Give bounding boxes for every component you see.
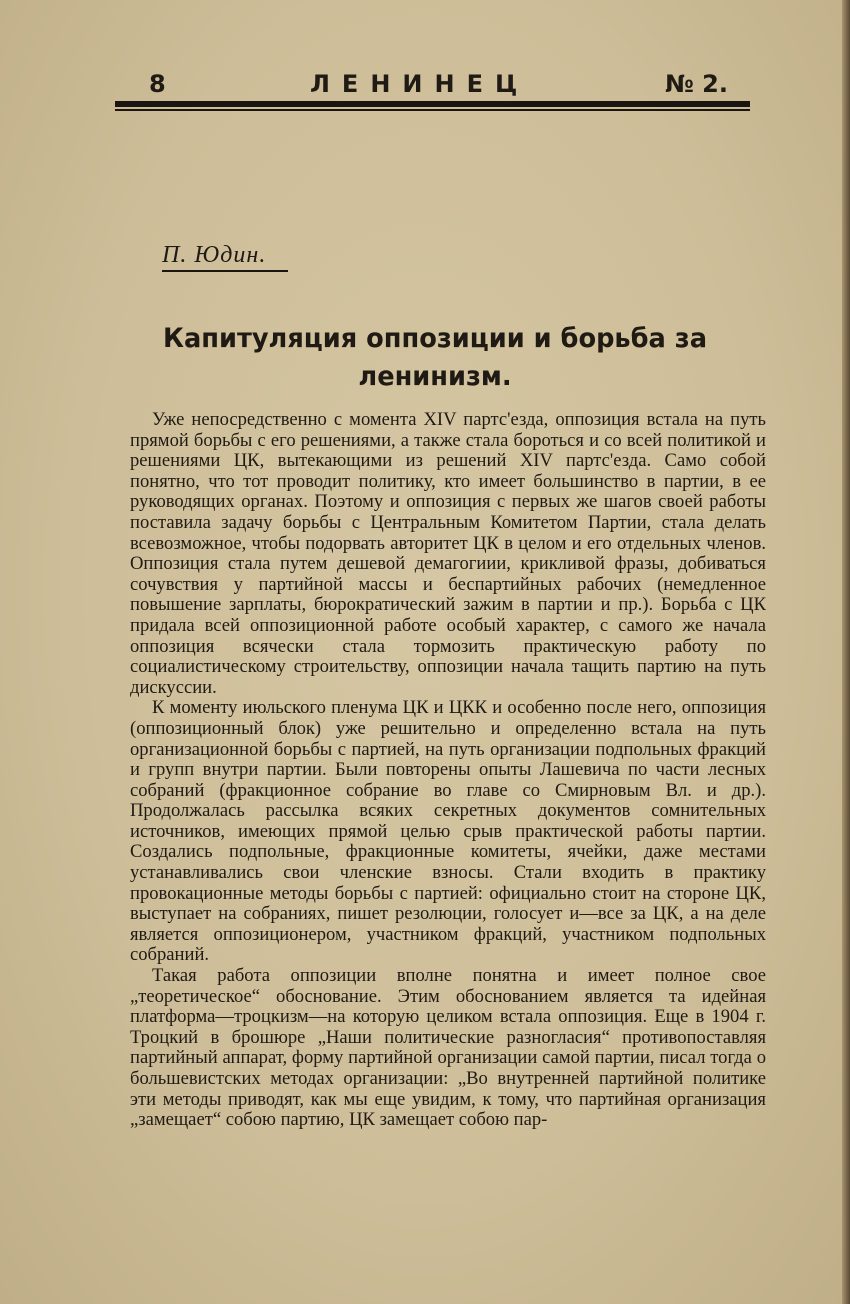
page-edge-shadow	[842, 0, 850, 1304]
paragraph-3: Такая работа оппозиции вполне понятна и имеет полное свое „теоретическое“ обоснование. Этим обоснованием является та идейная платформа—троцкизм—на которую целиком встала оппозиция. Еще в 1904 г. Троцкий в брошюре „Наши политические разногласия“ противопоставляя партийный аппарат, форму партийной организации самой партии, писал тогда о большевистских методах организации: „Во внутренней партийной политике эти методы приводят, как мы еще увидим, к тому, что партийная организация „замещает“ собою партию, ЦК замещает собою пар-	[130, 965, 766, 1131]
issue-number: № 2.	[664, 70, 728, 98]
page-number: 8	[149, 70, 166, 98]
article-author: П. Юдин.	[162, 242, 267, 268]
running-header	[115, 68, 750, 100]
header-rule-thick	[115, 101, 750, 107]
header-rule-thin	[115, 109, 750, 111]
author-underline	[162, 270, 288, 272]
paragraph-1: Уже непосредственно с момента XIV партс'езда, оппозиция встала на путь прямой борьбы с его решениями, а также стала бороться и со всей политикой и решениями ЦК, вытекающими из решений XIV партс'езда. Само собой понятно, что тот проводит политику, кто имеет большинство в партии, в ее руководящих органах. Поэтому и оппозиция с первых же шагов своей работы поставила задачу борьбы с Центральным Комитетом Партии, стала делать всевозможное, чтобы подорвать авторитет ЦК в целом и его отдельных членов. Оппозиция стала путем дешевой демагогиии, крикливой фразы, добиваться сочувствия у партийной массы и беспартийных рабочих (немедленное повышение зарплаты, бюрократический зажим в партии и пр.). Борьба с ЦК придала всей оппозиционной работе особый характер, с самого же начала оппозиция всячески стала тормозить практическую работу по социалистическому строительству, оппозиции начала тащить партию на путь дискуссии.	[130, 409, 766, 698]
journal-title: ЛЕНИНЕЦ	[310, 70, 530, 98]
article-title: Капитуляция оппозиции и борьба за ленинизм.	[162, 323, 708, 392]
paragraph-2: К моменту июльского пленума ЦК и ЦКК и особенно после него, оппозиция (оппозиционный блок) уже решительно и определенно встала на путь организационной борьбы с партией, на путь организации подпольных фракций и групп внутри партии. Были повторены опыты Лашевича по части лесных собраний (фракционное собрание во главе со Смирновым Вл. и др.). Продолжалась рассылка всяких секретных документов сомнительных источников, имеющих прямой целью срыв практической работы партии. Создались подпольные, фракционные комитеты, ячейки, даже местами устанавливались свои членские взносы. Стали входить в практику провокационные методы борьбы с партией: официально стоит на стороне ЦК, выступает на собраниях, пишет резолюции, голосует и—все за ЦК, а на деле является оппозиционером, участником фракций, участником подпольных собраний.	[130, 697, 766, 966]
article-body	[130, 410, 766, 1131]
